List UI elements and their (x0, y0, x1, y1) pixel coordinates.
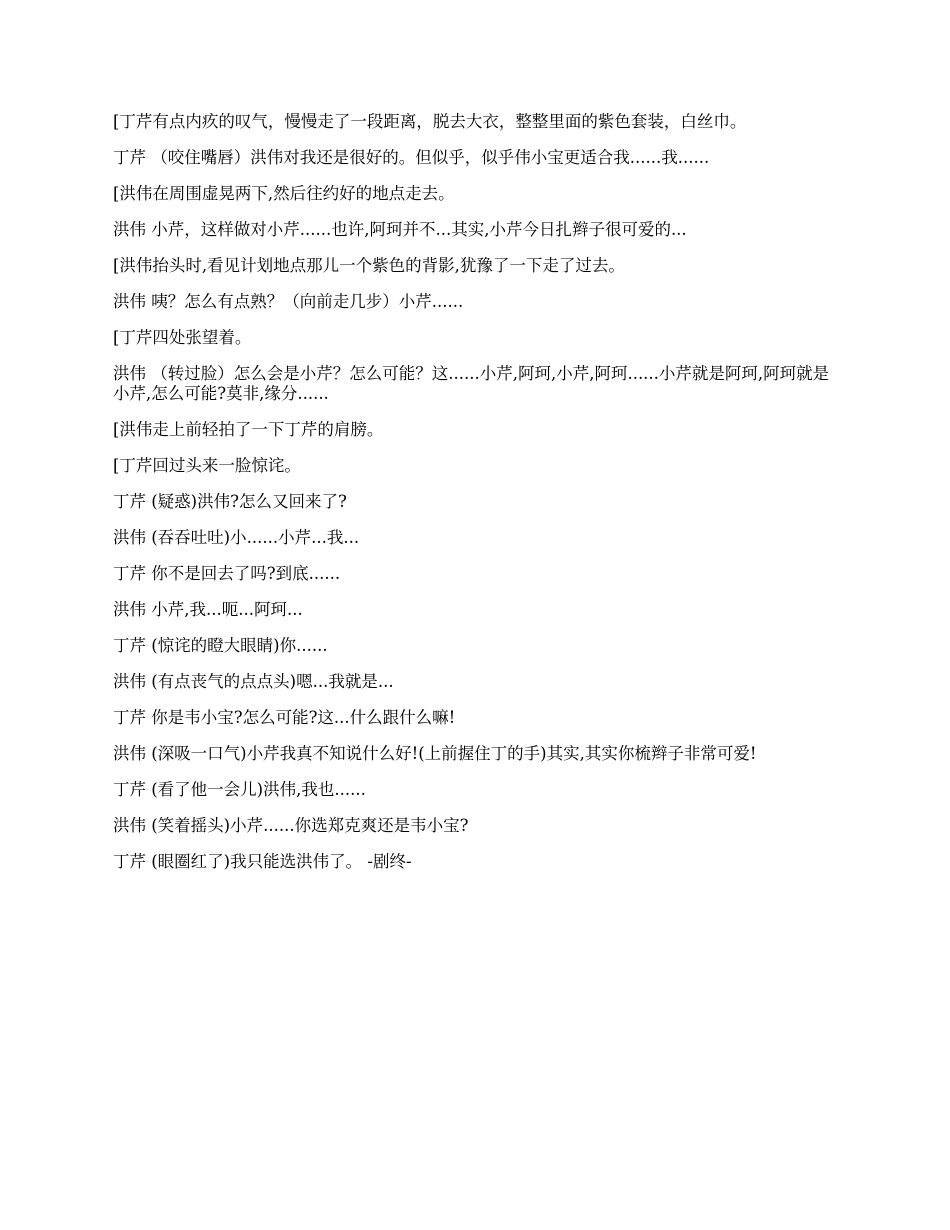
dialogue-line: 丁芹 (惊诧的瞪大眼睛)你...... (113, 636, 328, 655)
dialogue-line: 丁芹 你不是回去了吗?到底...... (113, 564, 341, 583)
stage-direction: [丁芹回过头来一脸惊诧。 (113, 456, 301, 475)
stage-direction: [丁芹有点内疚的叹气，慢慢走了一段距离，脱去大衣，整整里面的紫色套装，白丝巾。 (113, 112, 747, 131)
dialogue-line: 洪伟 小芹,我...呃...阿珂... (113, 600, 303, 619)
dialogue-line: 丁芹 你是韦小宝?怎么可能?这...什么跟什么嘛! (113, 708, 456, 727)
stage-direction: [洪伟走上前轻拍了一下丁芹的肩膀。 (113, 420, 384, 439)
stage-direction: [洪伟在周围虚晃两下,然后往约好的地点走去。 (113, 184, 455, 203)
dialogue-line: 丁芹 (看了他一会儿)洪伟,我也...... (113, 780, 366, 799)
dialogue-line: 洪伟 (笑着摇头)小芹......你选郑克爽还是韦小宝? (113, 816, 469, 835)
stage-direction: [丁芹四处张望着。 (113, 328, 252, 347)
dialogue-line: 洪伟 (吞吞吐吐)小......小芹...我... (113, 528, 360, 547)
dialogue-line: 丁芹 (眼圈红了)我只能选洪伟了。 -剧终- (113, 852, 412, 871)
dialogue-line: 丁芹 (疑惑)洪伟?怎么又回来了? (113, 492, 347, 511)
script-text (113, 112, 833, 888)
dialogue-line: 洪伟 （转过脸）怎么会是小芹？怎么可能？这......小芹,阿珂,小芹,阿珂......小芹就是阿珂,阿珂就是小芹,怎么可能?莫非,缘分...... (113, 364, 830, 403)
dialogue-line: 洪伟 (有点丧气的点点头)嗯...我就是... (113, 672, 394, 691)
stage-direction: [洪伟抬头时,看见计划地点那儿一个紫色的背影,犹豫了一下走了过去。 (113, 256, 625, 275)
dialogue-line: 丁芹 （咬住嘴唇）洪伟对我还是很好的。但似乎，似乎伟小宝更适合我......我...... (113, 148, 710, 167)
dialogue-line: 洪伟 咦？怎么有点熟？（向前走几步）小芹...... (113, 292, 464, 311)
dialogue-line: 洪伟 小芹，这样做对小芹......也许,阿珂并不...其实,小芹今日扎辫子很可爱的... (113, 220, 687, 239)
dialogue-line: 洪伟 (深吸一口气)小芹我真不知说什么好!(上前握住丁的手)其实,其实你梳辫子非常可爱! (113, 744, 757, 763)
